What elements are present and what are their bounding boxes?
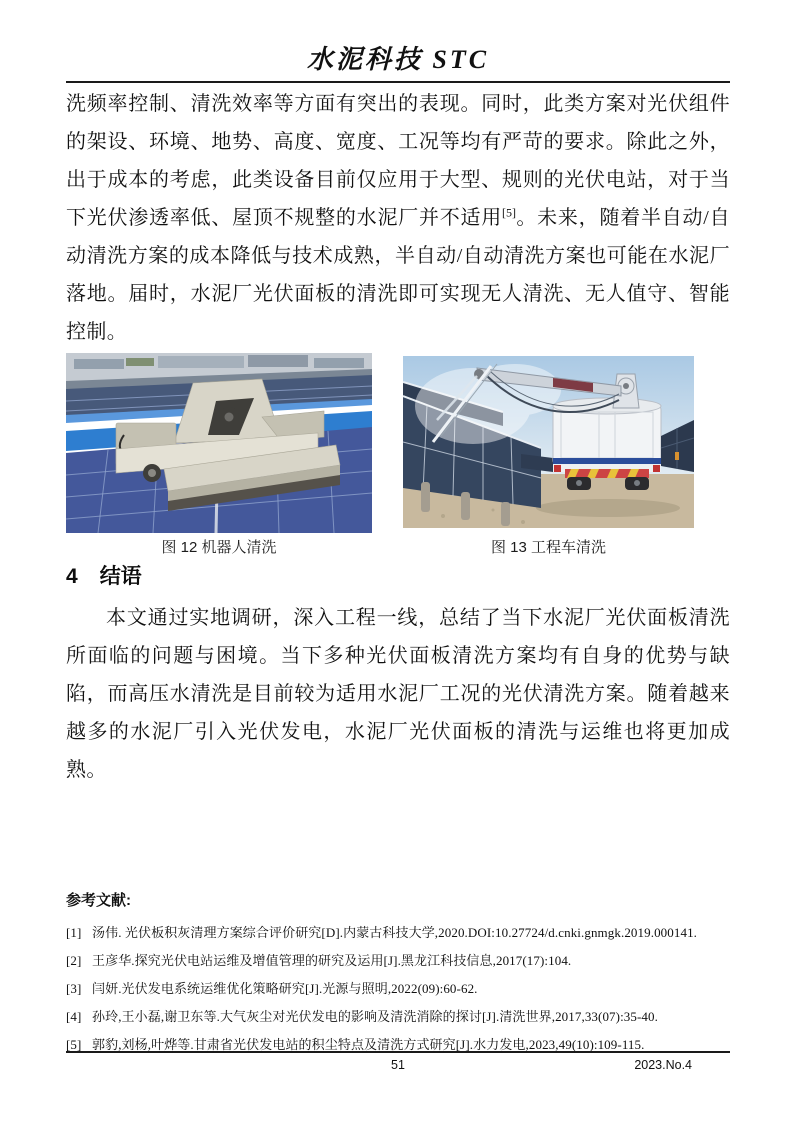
- header-rule: [66, 81, 730, 83]
- citation-superscript: [5]: [502, 205, 517, 220]
- issue-label: 2023.No.4: [634, 1058, 692, 1072]
- reference-text: 汤伟. 光伏板积灰清理方案综合评价研究[D].内蒙古科技大学,2020.DOI:10.27724/d.cnki.gnmgk.2019.000141.: [92, 925, 698, 940]
- reference-label: [2]: [66, 953, 82, 968]
- footer-rule: [66, 1051, 730, 1053]
- reference-label: [5]: [66, 1037, 82, 1052]
- references-list: [66, 919, 730, 1059]
- journal-title: 水泥科技 STC: [306, 45, 490, 74]
- references-section: [66, 891, 730, 1059]
- reference-label: [3]: [66, 981, 82, 996]
- page-number: 51: [391, 1058, 405, 1072]
- reference-label: [1]: [66, 925, 82, 940]
- body-paragraph: [66, 85, 730, 351]
- figure-12: [66, 353, 372, 557]
- figure-12-image: [66, 353, 372, 533]
- figure-12-caption: 图 12 机器人清洗: [161, 539, 277, 556]
- footer-row: [66, 1058, 730, 1074]
- section-title: 结语: [99, 565, 142, 588]
- figure-13-image: [403, 356, 694, 528]
- reference-text: 孙玲,王小磊,谢卫东等.大气灰尘对光伏发电的影响及清洗消除的探讨[J].清洗世界,2017,33(07):35-40.: [92, 1009, 658, 1024]
- reference-item: [66, 975, 730, 1003]
- journal-header: [66, 46, 730, 74]
- reference-item: [66, 947, 730, 975]
- reference-label: [4]: [66, 1009, 82, 1024]
- references-heading: 参考文献:: [66, 892, 131, 909]
- figure-13: [403, 353, 694, 557]
- reference-item: [66, 919, 730, 947]
- reference-item: [66, 1003, 730, 1031]
- reference-text: 王彦华.探究光伏电站运维及增值管理的研究及运用[J].黑龙江科技信息,2017(17):104.: [92, 953, 572, 968]
- paragraph-text-after-citation: 。未来，随着半自动/自动清洗方案的成本降低与技术成熟，半自动/自动清洗方案也可能在水泥厂落地。届时，水泥厂光伏面板的清洗即可实现无人清洗、无人值守、智能控制。: [66, 207, 730, 343]
- figure-13-caption: 图 13 工程车清洗: [490, 539, 607, 556]
- reference-text: 闫妍.光伏发电系统运维优化策略研究[J].光源与照明,2022(09):60-62.: [92, 981, 478, 996]
- figures-row: [66, 353, 730, 557]
- section-number: 4: [66, 565, 78, 588]
- conclusion-paragraph: 本文通过实地调研，深入工程一线，总结了当下水泥厂光伏面板清洗所面临的问题与困境。当下多种光伏面板清洗方案均有自身的优势与缺陷，而高压水清洗是目前较为适用水泥厂工况的光伏清洗方案。随着越来越多的水泥厂引入光伏发电，水泥厂光伏面板的清洗与运维也将更加成熟。: [66, 607, 730, 781]
- paragraph-text-before-citation: 洗频率控制、清洗效率等方面有突出的表现。同时，此类方案对光伏组件的架设、环境、地势、高度、宽度、工况等均有严苛的要求。除此之外，出于成本的考虑，此类设备目前仅应用于大型、规则的光伏电站，对于当下光伏渗透率低、屋顶不规整的水泥厂并不适用: [66, 93, 730, 229]
- page-footer: [66, 1051, 730, 1074]
- section-heading: [66, 565, 730, 589]
- reference-text: 郭豹,刘杨,叶烨等.甘肃省光伏发电站的积尘特点及清洗方式研究[J].水力发电,2023,49(10):109-115.: [92, 1037, 645, 1052]
